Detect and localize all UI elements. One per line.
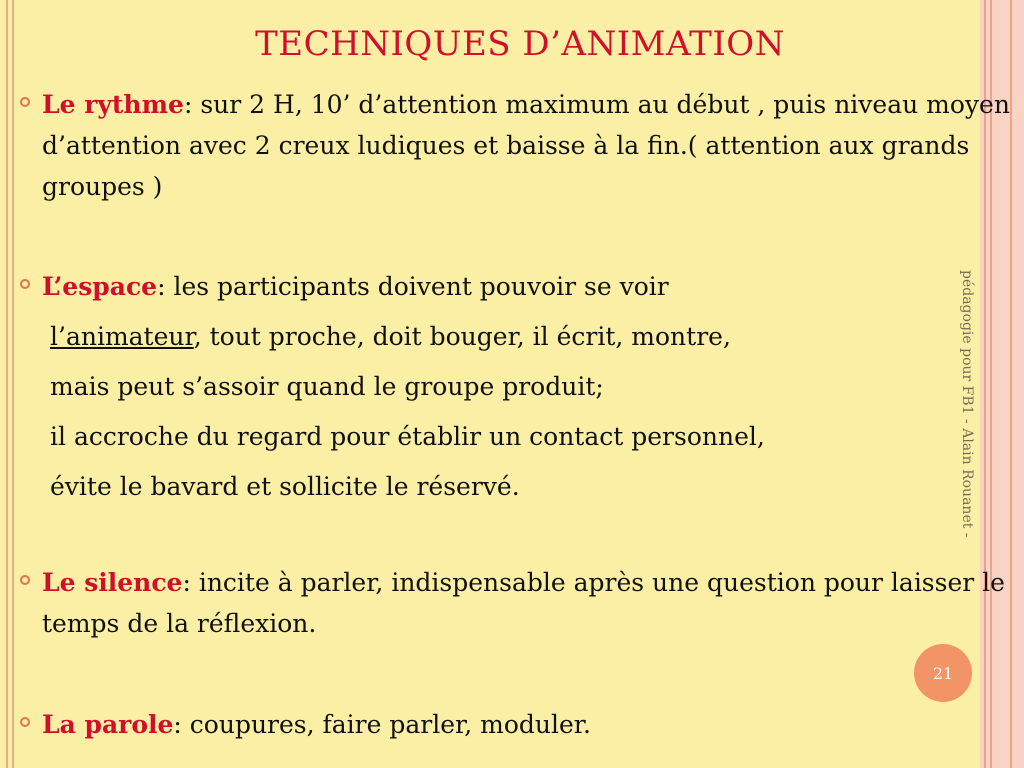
bullet-body: : les participants doivent pouvoir se voir: [157, 272, 669, 301]
bullet-keyword: L’espace: [42, 272, 158, 301]
bullet-parole: [20, 704, 1010, 745]
bullet-rythme: [20, 84, 1010, 207]
bullet-keyword: La parole: [42, 710, 174, 739]
subline-text: il accroche du regard pour établir un contact personnel,: [50, 422, 765, 451]
bullet-text: [42, 84, 1010, 207]
bullet-espace: [20, 266, 1010, 307]
right-border-stripe: [1010, 0, 1012, 768]
bullet-body: : coupures, faire parler, moduler.: [173, 710, 591, 739]
left-border-line: [12, 0, 14, 768]
vertical-footer-note: pédagogie pour FB1 - Alain Rouanet -: [959, 270, 975, 538]
page-number-badge: 21: [914, 644, 972, 702]
bullet-text: [42, 562, 1010, 644]
espace-subline: [50, 466, 520, 507]
bullet-body: : sur 2 H, 10’ d’attention maximum au début , puis niveau moyen d’attention avec 2 creux ludiques et baisse à la fin.( attention aux grands groupes ): [42, 90, 1010, 201]
bullet-text: [42, 266, 1010, 307]
subline-underlined: l’animateur: [50, 322, 194, 351]
espace-subline: [50, 316, 731, 357]
slide-title: TECHNIQUES D’ANIMATION: [255, 24, 785, 64]
bullet-silence: [20, 562, 1010, 644]
espace-subline: [50, 366, 604, 407]
circle-bullet-icon: [20, 97, 30, 107]
bullet-keyword: Le rythme: [42, 90, 184, 119]
subline-text: , tout proche, doit bouger, il écrit, montre,: [193, 322, 731, 351]
bullet-body: : incite à parler, indispensable après une question pour laisser le temps de la réflexion.: [42, 568, 1005, 638]
subline-text: évite le bavard et sollicite le réservé.: [50, 472, 520, 501]
bullet-text: [42, 704, 1010, 745]
circle-bullet-icon: [20, 575, 30, 585]
bullet-keyword: Le silence: [42, 568, 183, 597]
espace-subline: [50, 416, 765, 457]
left-border-line: [6, 0, 8, 768]
circle-bullet-icon: [20, 279, 30, 289]
subline-text: mais peut s’assoir quand le groupe produit;: [50, 372, 604, 401]
circle-bullet-icon: [20, 717, 30, 727]
